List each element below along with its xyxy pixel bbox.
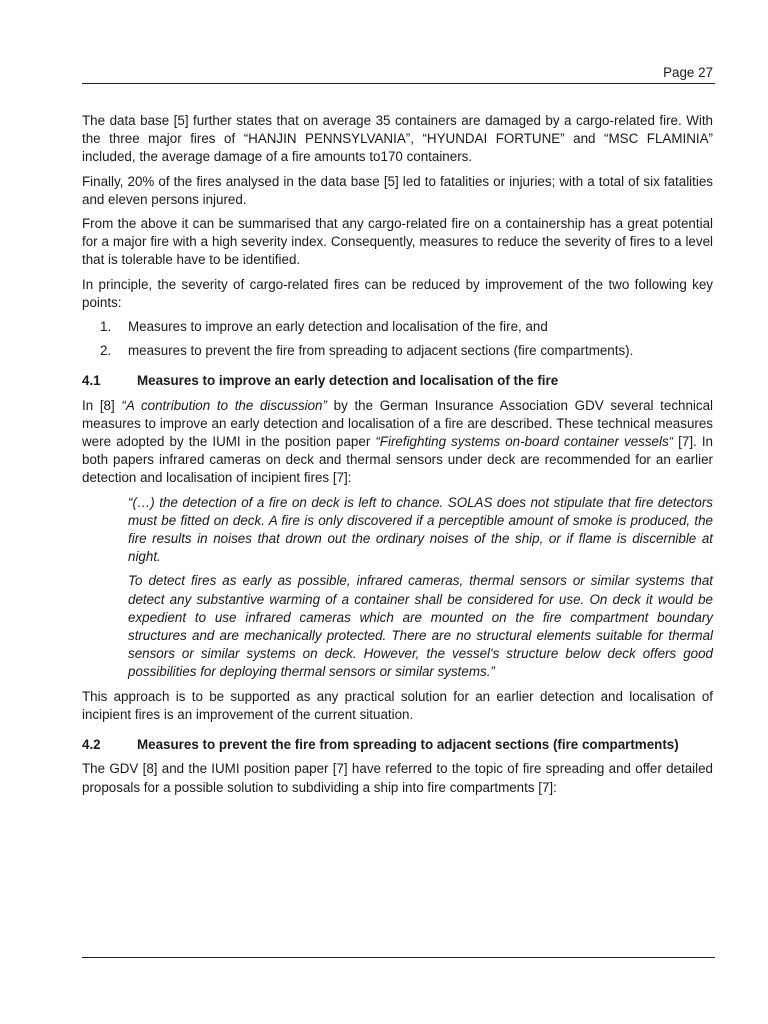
section-heading-4-2	[82, 736, 713, 754]
text-run: [7]. In both papers infrared cameras on deck and thermal sensors under deck are recommended for an earlier detection and localisation of incipient fires [7]:	[82, 434, 713, 486]
page-number: Page 27	[663, 65, 713, 80]
text-run: by the German Insurance Association GDV several technical measures to improve an early detection and localisation of a fire are described. These technical measures were adopted by the IUMI in the position paper	[82, 397, 714, 450]
section-heading-4-1	[82, 372, 713, 390]
paragraph-fatalities: Finally, 20% of the fires analysed in the data base [5] led to fatalities or injuries; with a total of six fatalities and eleven persons injured.	[82, 173, 713, 207]
footer-rule	[82, 957, 715, 958]
cited-title-iumi: “Firefighting systems on-board container vessels“	[375, 434, 674, 450]
cited-title-gdv: “A contribution to the discussion”	[121, 397, 327, 413]
paragraph-technical-measures	[82, 397, 713, 488]
block-quote: “(…) the detection of a fire on deck is left to chance. SOLAS does not stipulate that fire detectors must be fitted on deck. A fire is only discovered if a perceptible amount of smoke is produced, the fire results in noises that drown out the ordinary noises of the ship, or if flame is discernible at night.	[128, 494, 713, 565]
block-quote: To detect fires as early as possible, infrared cameras, thermal sensors or similar systems that detect any substantive warming of a container shall be considered for use. On deck it would be expedient to use infrared cameras which are mounted on the fire compartment boundary structures and are mechanically protected. There are no structural elements suitable for thermal sensors or similar systems on deck. However, the vessel's structure below deck offers good possibilities for deploying thermal sensors or similar systems.”	[128, 573, 713, 680]
list-number: 2.	[100, 343, 112, 359]
list-number: 1.	[100, 319, 112, 335]
section-title: Measures to prevent the fire from spreading to adjacent sections (fire compartments)	[137, 737, 679, 753]
list-item	[82, 342, 713, 360]
paragraph-fire-compartments: The GDV [8] and the IUMI position paper [7] have referred to the topic of fire spreading and offer detailed proposals for a possible solution to subdividing a ship into fire compartments [7]:	[82, 761, 713, 795]
section-number: 4.1	[82, 373, 101, 389]
text-run: In [8]	[82, 397, 122, 413]
section-title: Measures to improve an early detection and localisation of the fire	[137, 373, 559, 389]
list-item	[82, 318, 713, 336]
paragraph-key-points: In principle, the severity of cargo-related fires can be reduced by improvement of the two following key points:	[82, 276, 713, 310]
list-text: measures to prevent the fire from spreading to adjacent sections (fire compartments).	[128, 343, 634, 359]
section-number: 4.2	[82, 737, 101, 753]
paragraph-cargo-fire-damage: The data base [5] further states that on average 35 containers are damaged by a cargo-related fire. With the three major fires of “HANJIN PENNSYLVANIA”, “HYUNDAI FORTUNE” and “MSC FLAMINIA” included, the average damage of a fire amounts to170 containers.	[82, 113, 713, 165]
paragraph-approach: This approach is to be supported as any practical solution for an earlier detection and localisation of incipient fires is an improvement of the current situation.	[82, 688, 713, 722]
paragraph-summary: From the above it can be summarised that any cargo-related fire on a containership has a great potential for a major fire with a high severity index. Consequently, measures to reduce the severity of fires to a level that is tolerable have to be identified.	[82, 216, 713, 268]
list-text: Measures to improve an early detection and localisation of the fire, and	[128, 319, 548, 335]
header-rule	[82, 83, 715, 84]
page-body	[82, 112, 713, 803]
